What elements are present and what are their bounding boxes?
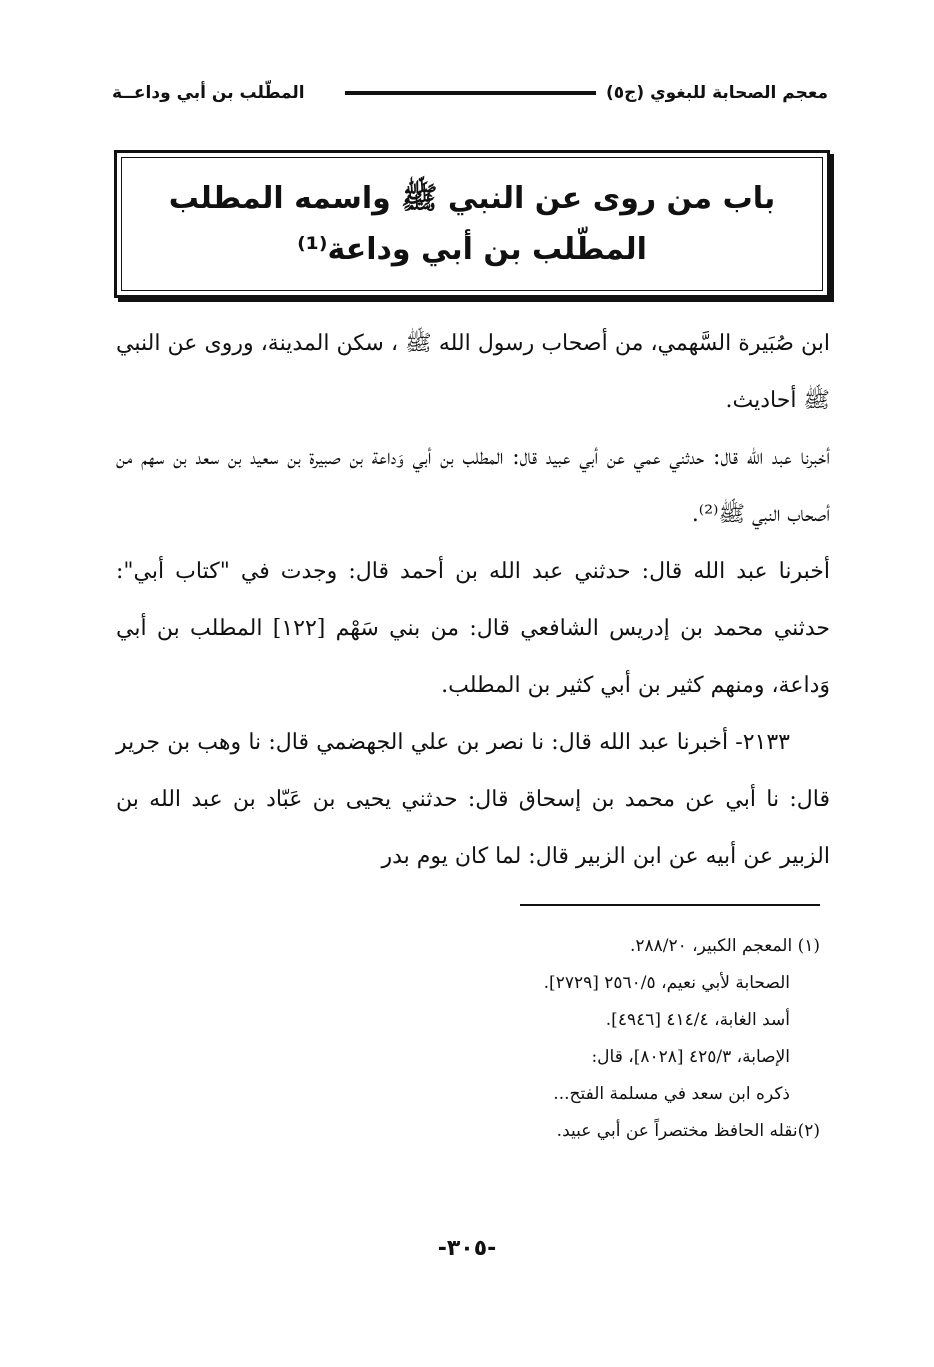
running-header [112, 78, 828, 108]
paragraph-intro: ابن صُبَيرة السَّهمي، من أصحاب رسول الله ﷺ ، سكن المدينة، وروى عن النبي ﷺ أحاديث. [116, 331, 830, 413]
chapter-title-line-1: باب من روى عن النبي ﷺ واسمه المطلب [168, 181, 776, 216]
page-number: -٣٠٥- [437, 1236, 497, 1261]
footnote-1-ref-5: ذكره ابن سعد في مسلمة الفتح... [553, 1084, 790, 1104]
running-header-entry-name: المطّلب بن أبي وداعــة [112, 83, 305, 103]
main-text [116, 315, 830, 885]
running-header-book-title: معجم الصحابة للبغوي (ج٥) [605, 83, 828, 103]
paragraph-narration-1: أخبرنا عبد الله قال: حدثني عمي عن أبي عبيد قال: المطلب بن أبي وَداعة بن صبيرة بن سعيد بن سعد بن سهم من أصحاب النبي ﷺ⁽²⁾. [116, 445, 830, 527]
footnote-separator [520, 904, 820, 906]
footnote-2: (٢)نقله الحافظ مختصراً عن أبي عبيد. [556, 1121, 820, 1141]
chapter-title-line-2: المطّلب بن أبي وداعة⁽¹⁾ [297, 232, 647, 267]
footnote-1-ref-2: الصحابة لأبي نعيم، ٢٥٦٠/٥ [٢٧٢٩]. [543, 973, 790, 993]
chapter-title-box [114, 150, 830, 298]
footnote-1-ref-4: الإصابة، ٤٢٥/٣ [٨٠٢٨]، قال: [591, 1047, 790, 1067]
footnote-1: (١) المعجم الكبير، ٢٨٨/٢٠. [629, 936, 820, 956]
footnotes [120, 928, 820, 1150]
footnote-1-ref-3: أسد الغابة، ٤١٤/٤ [٤٩٤٦]. [605, 1010, 790, 1030]
paragraph-narration-2: أخبرنا عبد الله قال: حدثني عبد الله بن أحمد قال: وجدت في "كتاب أبي": حدثني محمد بن إدريس الشافعي قال: من بني سَهْم [١٢٢] المطلب بن أبي وَداعة، ومنهم كثير بن أبي كثير بن المطلب. [116, 559, 830, 698]
paragraph-hadith-2133: ٢١٣٣- أخبرنا عبد الله قال: نا نصر بن علي الجهضمي قال: نا وهب بن جرير قال: نا أبي عن محمد بن إسحاق قال: حدثني يحيى بن عَبّاد بن عبد الله بن الزبير عن أبيه عن ابن الزبير قال: لما كان يوم بدر [116, 730, 830, 869]
running-header-rule [345, 91, 596, 95]
